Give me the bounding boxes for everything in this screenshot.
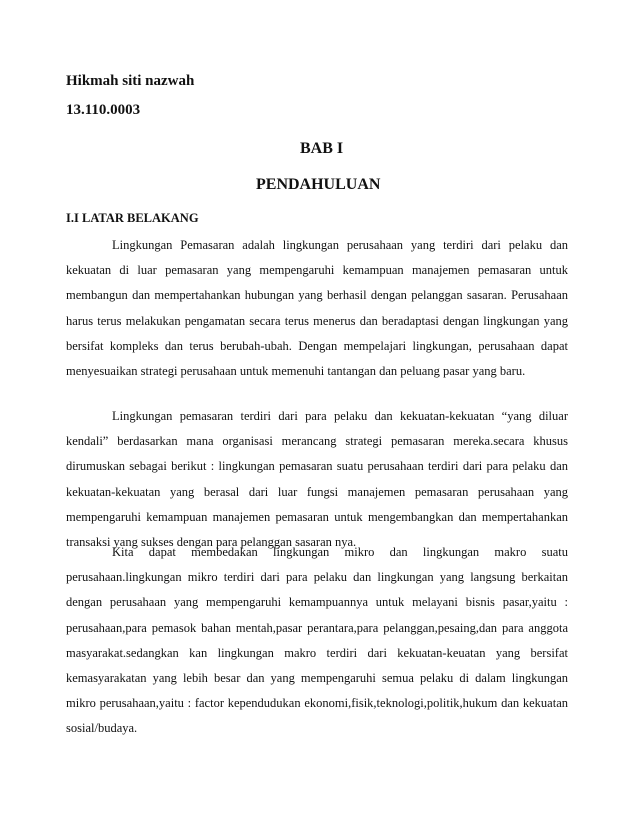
body-paragraph-2: Lingkungan pemasaran terdiri dari para pelaku dan kekuatan-kekuatan “yang diluar kendali” berdasarkan mana organisasi merancang strategi pemasaran mereka.secara khusus dirumuskan sebagai berikut : lingkungan pemasaran suatu perusahaan terdiri dari para pelaku dan kekuatan-kekuatan yang berasal dari luar fungsi manajemen pemasaran perusahaan yang mempengaruhi kemampuan manajemen pemasaran untuk mengembangkan dan mempertahankan transaksi yang sukses dengan para pelanggan sasaran nya. (66, 409, 568, 550)
chapter-number: BAB I (300, 140, 344, 157)
author-name: Hikmah siti nazwah (66, 73, 195, 89)
chapter-title: PENDAHULUAN (256, 176, 381, 193)
author-student-id: 13.110.0003 (66, 102, 141, 118)
body-paragraph-3: Kita dapat membedakan lingkungan mikro dan lingkungan makro suatu perusahaan.lingkungan mikro terdiri dari para pelaku dan lingkungan yang langsung berkaitan dengan perusahaan yang mempengaruhi kemampuannya untuk melayani bisnis pasar,yaitu : perusahaan,para pemasok bahan mentah,pasar perantara,para pelanggan,pesaing,dan para anggota masyarakat.sedangkan kan lingkungan makro terdiri dari kekuatan-keuatan yang bersifat kemasyarakatan yang lebih besar dan yang mempengaruhi semua pelaku di dalam lingkungan mikro perusahaan,yaitu : factor kependudukan ekonomi,fisik,teknologi,politik,hukum dan kekuatan sosial/budaya. (66, 545, 568, 736)
body-paragraph-1: Lingkungan Pemasaran adalah lingkungan perusahaan yang terdiri dari pelaku dan kekuatan di luar pemasaran yang mempengaruhi kemampuan manajemen pemasaran untuk membangun dan mempertahankan hubungan yang berhasil dengan pelanggan sasaran. Perusahaan harus terus melakukan pengamatan secara terus menerus dan beradaptasi dengan lingkungan yang bersifat kompleks dan terus berubah-ubah. Dengan mempelajari lingkungan, perusahaan dapat menyesuaikan strategi perusahaan untuk memenuhi tantangan dan peluang pasar yang baru. (66, 238, 568, 379)
section-title: I.I LATAR BELAKANG (66, 211, 199, 225)
